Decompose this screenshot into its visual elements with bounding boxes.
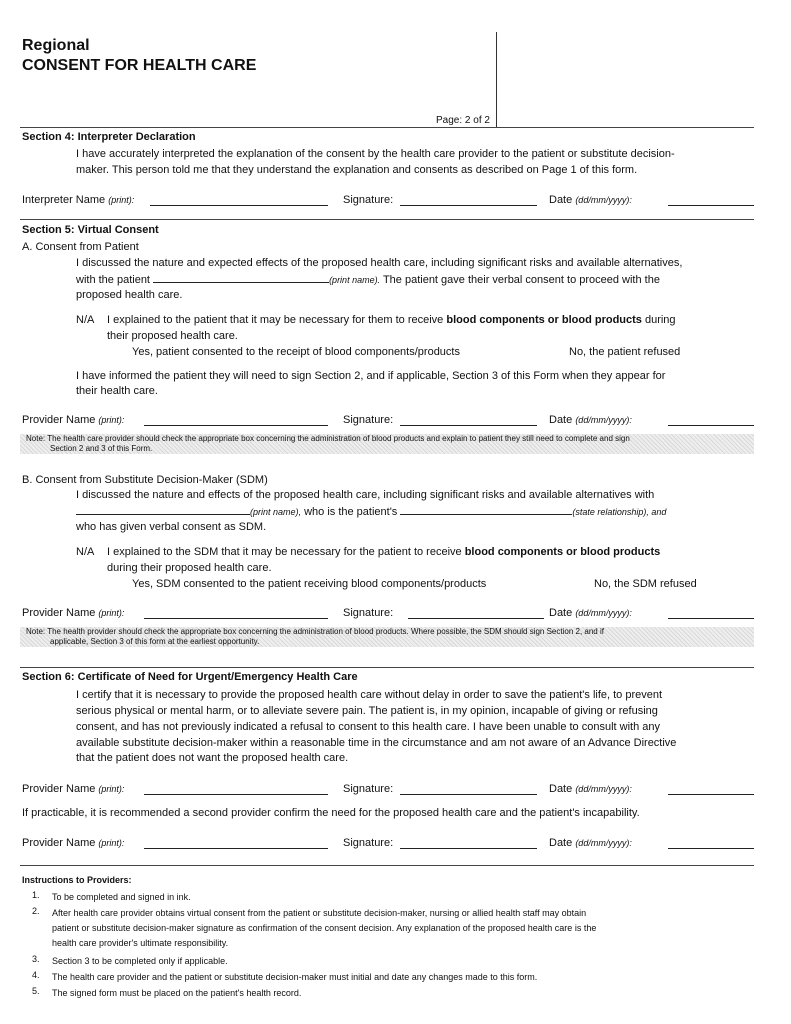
section5a-heading: A. Consent from Patient — [22, 241, 139, 253]
provider-name-field[interactable] — [144, 414, 328, 426]
instructions-heading: Instructions to Providers: — [22, 875, 132, 885]
provider-signature-row-d — [22, 837, 758, 853]
section-divider — [20, 127, 754, 128]
signature-label: Signature: — [343, 783, 394, 795]
section6-line3: consent, and has not previously indicated a refusal to consent to this health care. I have been unable to consult with any — [76, 721, 660, 733]
list-item: To be completed and signed in ink. — [52, 892, 191, 902]
section6-line2: serious physical or mental harm, or to alleviate severe pain. The patient is, in my opinion, incapable of giving or refusing — [76, 705, 658, 717]
page-number: Page: 2 of 2 — [436, 115, 490, 126]
patient-yes-option[interactable]: Yes, patient consented to the receipt of blood components/products — [132, 346, 460, 358]
interpreter-name-label: Interpreter Name (print): — [22, 194, 135, 206]
form-title: CONSENT FOR HEALTH CARE — [22, 57, 257, 74]
list-item: After health care provider obtains virtual consent from the patient or substitute decision-maker, nursing or allied health staff may obtain — [52, 908, 587, 918]
provider-name-label: Provider Name (print): — [22, 783, 125, 795]
date-label: Date (dd/mm/yyyy): — [549, 607, 632, 619]
provider-name-label: Provider Name (print): — [22, 607, 125, 619]
signature-label: Signature: — [343, 414, 394, 426]
section6-heading: Section 6: Certificate of Need for Urgent/Emergency Health Care — [22, 671, 358, 683]
na-checkbox-label[interactable]: N/A — [76, 546, 95, 558]
section4-heading: Section 4: Interpreter Declaration — [22, 131, 196, 143]
section5-heading: Section 5: Virtual Consent — [22, 224, 159, 236]
signature-label: Signature: — [343, 837, 394, 849]
provider-name-field[interactable] — [144, 607, 328, 619]
provider-name-field[interactable] — [144, 837, 328, 849]
blood-explanation-sdm: I explained to the SDM that it may be necessary for the patient to receive blood components or blood products — [107, 546, 661, 558]
blood-explanation-patient-line2: their proposed health care. — [107, 330, 238, 342]
date-label: Date (dd/mm/yyyy): — [549, 194, 632, 206]
section6-line4: available substitute decision-maker within a reasonable time in the circumstance and am not aware of an Advance Directive — [76, 737, 677, 749]
note-box-a: Note: The health care provider should check the appropriate box concerning the administration of blood products and explain to patient they still need to complete and sign Section 2 and 3 of this Form. — [20, 434, 754, 454]
list-item-number: 3. — [32, 954, 40, 964]
patient-name-field[interactable] — [153, 271, 329, 283]
inform-line2: their health care. — [76, 385, 158, 397]
instructions-list — [0, 890, 791, 1010]
provider-signature-field[interactable] — [408, 607, 544, 619]
section5b-line3: who has given verbal consent as SDM. — [76, 521, 267, 533]
form-organization: Regional — [22, 37, 90, 54]
section-divider — [20, 865, 754, 866]
provider-signature-field[interactable] — [400, 783, 537, 795]
list-item-number: 5. — [32, 986, 40, 996]
list-item: Section 3 to be completed only if applicable. — [52, 956, 228, 966]
list-item-number: 2. — [32, 906, 40, 916]
section5a-line1: I discussed the nature and expected effects of the proposed health care, including significant risks and available alternatives, — [76, 257, 683, 269]
interpreter-signature-field[interactable] — [400, 194, 537, 206]
section6-line5: that the patient does not want the proposed health care. — [76, 752, 349, 764]
list-item: patient or substitute decision-maker signature as confirmation of the consent decision. Any explanation of the proposed health care is the — [52, 923, 597, 933]
section4-text-line1: I have accurately interpreted the explanation of the consent by the health care provider to the patient or substitute decision- — [76, 148, 675, 160]
provider-name-field[interactable] — [144, 783, 328, 795]
interpreter-signature-row — [22, 194, 758, 210]
section5b-line2: (print name), who is the patient's (state relationship), and — [76, 503, 756, 520]
patient-no-option[interactable]: No, the patient refused — [569, 346, 681, 358]
provider-date-field[interactable] — [668, 783, 754, 795]
provider-date-field[interactable] — [668, 414, 754, 426]
list-item-number: 1. — [32, 890, 40, 900]
provider-signature-field[interactable] — [400, 414, 537, 426]
sdm-relationship-field[interactable] — [400, 503, 572, 515]
section4-text-line2: maker. This person told me that they understand the explanation and consents as described on Page 1 of this form. — [76, 164, 638, 176]
list-item-number: 4. — [32, 970, 40, 980]
provider-signature-row-c — [22, 783, 758, 799]
provider-name-label: Provider Name (print): — [22, 414, 125, 426]
sdm-no-option[interactable]: No, the SDM refused — [594, 578, 697, 590]
header-divider — [496, 32, 497, 127]
list-item: health care provider's ultimate responsibility. — [52, 938, 229, 948]
provider-signature-row-a — [22, 414, 758, 430]
section5b-line1: I discussed the nature and effects of the proposed health care, including significant risks and available alternatives with — [76, 489, 655, 501]
section-divider — [20, 667, 754, 668]
provider-signature-row-b — [22, 607, 758, 623]
second-provider-note: If practicable, it is recommended a second provider confirm the need for the proposed health care and the patient's incapability. — [22, 807, 640, 819]
date-label: Date (dd/mm/yyyy): — [549, 783, 632, 795]
blood-explanation-patient: I explained to the patient that it may be necessary for them to receive blood components or blood products during — [107, 314, 676, 326]
interpreter-name-field[interactable] — [150, 194, 328, 206]
sdm-yes-option[interactable]: Yes, SDM consented to the patient receiving blood components/products — [132, 578, 487, 590]
list-item: The health care provider and the patient or substitute decision-maker must initial and date any changes made to this form. — [52, 972, 538, 982]
blood-explanation-sdm-line2: during their proposed health care. — [107, 562, 272, 574]
signature-label: Signature: — [343, 194, 394, 206]
section6-line1: I certify that it is necessary to provide the proposed health care without delay in order to save the patient's life, to prevent — [76, 689, 663, 701]
date-label: Date (dd/mm/yyyy): — [549, 414, 632, 426]
list-item: The signed form must be placed on the patient's health record. — [52, 988, 302, 998]
section5b-heading: B. Consent from Substitute Decision-Maker (SDM) — [22, 474, 268, 486]
provider-date-field[interactable] — [668, 837, 754, 849]
signature-label: Signature: — [343, 607, 394, 619]
inform-line1: I have informed the patient they will need to sign Section 2, and if applicable, Section 3 of this Form when they appear for — [76, 370, 666, 382]
interpreter-date-field[interactable] — [668, 194, 754, 206]
section5a-line3: proposed health care. — [76, 289, 183, 301]
provider-date-field[interactable] — [668, 607, 754, 619]
note-box-b: Note: The health provider should check the appropriate box concerning the administration of blood products. Where possible, the SDM should sign Section 2, and if applicable, Section 3 of this form at the earliest opportunity. — [20, 627, 754, 647]
sdm-name-field[interactable] — [76, 503, 250, 515]
na-checkbox-label[interactable]: N/A — [76, 314, 95, 326]
date-label: Date (dd/mm/yyyy): — [549, 837, 632, 849]
provider-name-label: Provider Name (print): — [22, 837, 125, 849]
section-divider — [20, 219, 754, 220]
provider-signature-field[interactable] — [400, 837, 537, 849]
section5a-line2: with the patient (print name). The patient gave their verbal consent to proceed with the — [76, 271, 756, 288]
